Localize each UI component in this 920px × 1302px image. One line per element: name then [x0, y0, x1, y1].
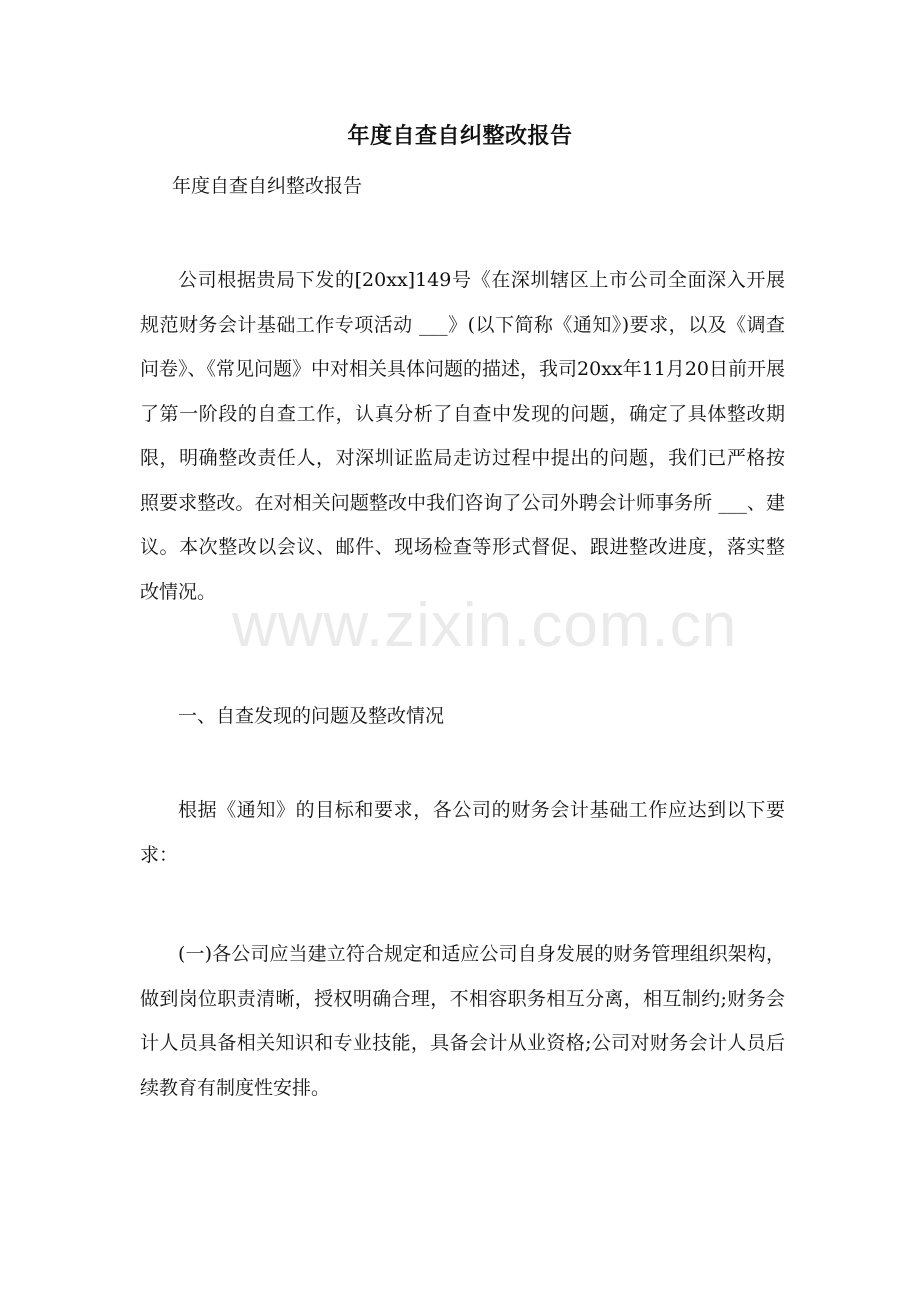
document-title: 年度自查自纠整改报告	[347, 123, 573, 149]
document-subtitle: 年度自查自纠整改报告	[172, 175, 363, 197]
section-heading-1: 一、自查发现的问题及整改情况	[178, 705, 445, 727]
watermark: www.zixin.com.cn	[232, 591, 738, 660]
paragraph-intro: 公司根据贵局下发的[20xx]149号《在深圳辖区上市公司全面深入开展规范财务会计基础工作专项活动 ___》(以下简称《通知》)要求，以及《调查问卷》、《常见问题》中对相关具体问题的描述，我司20xx年11月20日前开展了第一阶段的自查工作，认真分析了自查中发现的问题，确定了具体整改期限，明确整改责任人，对深圳证监局走访过程中提出的问题，我们已严格按照要求整改。在对相关问题整改中我们咨询了公司外聘会计师事务所 ___、建议。本次整改以会议、邮件、现场检查等形式督促、跟进整改进度，落实整改情况。	[140, 269, 785, 603]
paragraph-requirements: 根据《通知》的目标和要求，各公司的财务会计基础工作应达到以下要求：	[140, 799, 785, 866]
paragraph-item-1: (一)各公司应当建立符合规定和适应公司自身发展的财务管理组织架构，做到岗位职责清晰，授权明确合理，不相容职务相互分离，相互制约;财务会计人员具备相关知识和专业技能，具备会计从业资格;公司对财务会计人员后续教育有制度性安排。	[140, 943, 785, 1099]
